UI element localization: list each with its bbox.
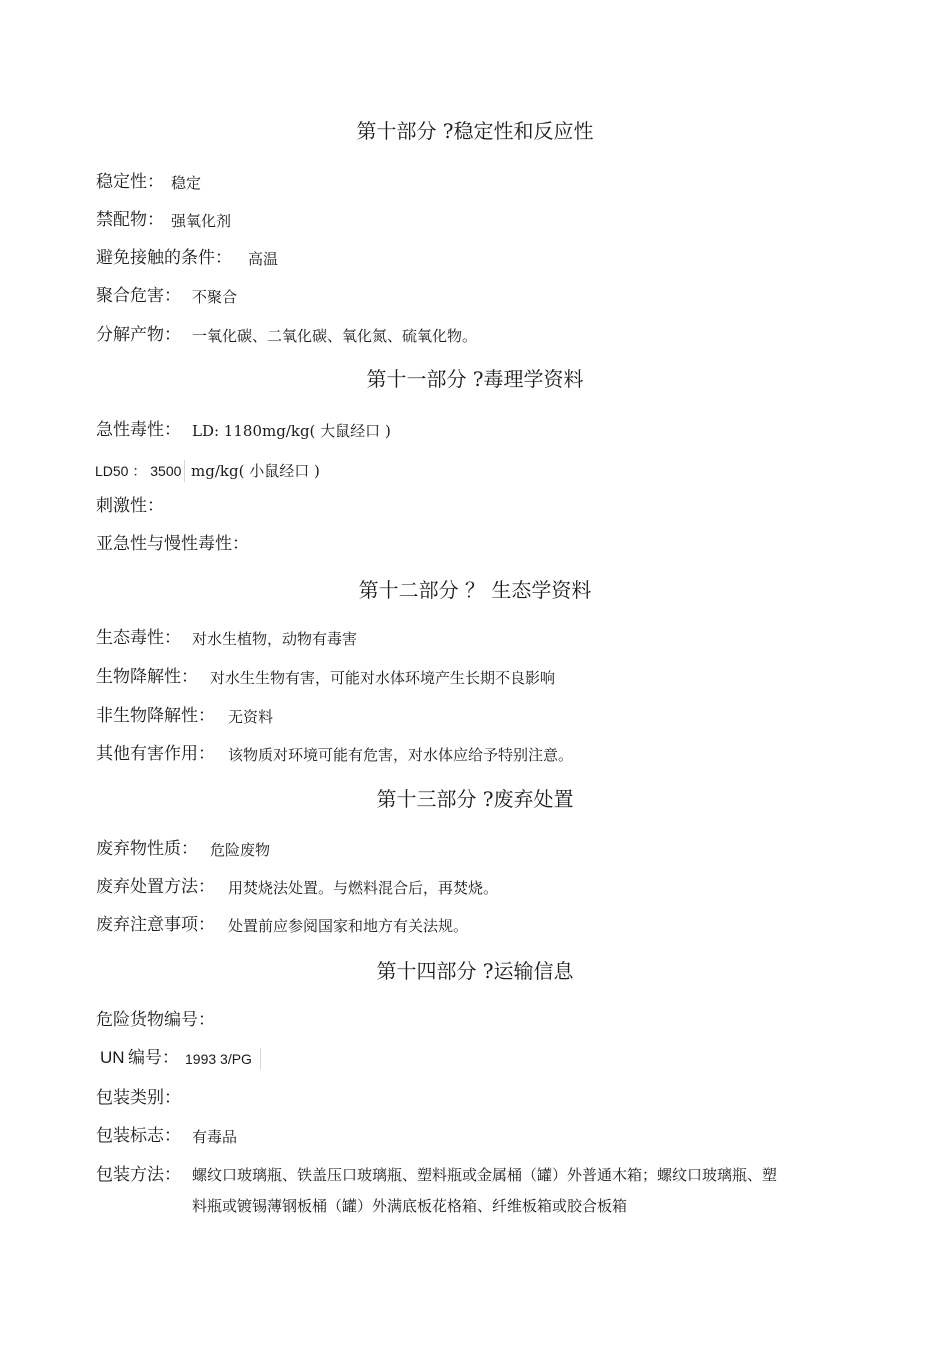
pack-class-label: 包装类别： <box>96 1088 181 1108</box>
ecotox-label: 生态毒性： <box>96 628 181 648</box>
avoid-value: 高温 <box>248 250 279 268</box>
pack-method-value <box>192 1160 777 1222</box>
ecotox-value: 对水生植物，动物有毒害 <box>192 630 358 648</box>
un-no-value: 1993 3/PG <box>185 1048 261 1070</box>
acute-value: LD: 1180mg/kg( 大鼠经口 ) <box>192 422 391 440</box>
section-12-title: 第十二部分 ？ 生态学资料 <box>358 578 592 602</box>
waste-nature-value: 危险废物 <box>210 841 271 859</box>
nonbiodeg-value: 无资料 <box>228 708 274 726</box>
decomp-label: 分解产物： <box>96 325 181 345</box>
subacute-label: 亚急性与慢性毒性： <box>96 534 249 554</box>
section-13-title: 第十三部分 ?废弃处置 <box>376 787 574 811</box>
irritation-label: 刺激性： <box>96 496 164 516</box>
pack-mark-value: 有毒品 <box>192 1128 238 1146</box>
section-14-title: 第十四部分 ?运输信息 <box>376 959 574 983</box>
pack-method-line-1: 螺纹口玻璃瓶、铁盖压口玻璃瓶、塑料瓶或金属桶（罐）外普通木箱；螺纹口玻璃瓶、塑 <box>192 1166 778 1184</box>
avoid-label: 避免接触的条件： <box>96 248 232 268</box>
pack-mark-label: 包装标志： <box>96 1126 181 1146</box>
waste-notes-value: 处置前应参阅国家和地方有关法规。 <box>228 917 469 935</box>
waste-method-value: 用焚烧法处置。与燃料混合后，再焚烧。 <box>228 879 499 897</box>
incompatible-label: 禁配物： <box>96 210 164 230</box>
polymer-label: 聚合危害： <box>96 286 181 306</box>
polymer-value: 不聚合 <box>192 288 238 306</box>
pack-method-label: 包装方法： <box>96 1165 181 1185</box>
biodeg-label: 生物降解性： <box>96 667 198 687</box>
section-10-title: 第十部分 ?稳定性和反应性 <box>356 119 594 143</box>
nonbiodeg-label: 非生物降解性： <box>96 706 215 726</box>
section-11-title: 第十一部分 ?毒理学资料 <box>366 367 584 391</box>
incompatible-value: 强氧化剂 <box>171 212 232 230</box>
pack-method-line-2: 料瓶或镀锡薄钢板桶（罐）外满底板花格箱、纤维板箱或胶合板箱 <box>192 1197 628 1215</box>
dg-no-label: 危险货物编号： <box>96 1010 215 1030</box>
other-harm-label: 其他有害作用： <box>96 744 215 764</box>
ld50-rest: mg/kg( 小鼠经口 ) <box>191 462 320 480</box>
acute-label: 急性毒性： <box>96 420 181 440</box>
stability-value: 稳定 <box>171 174 202 192</box>
waste-nature-label: 废弃物性质： <box>96 839 198 859</box>
stability-label: 稳定性： <box>96 172 164 192</box>
biodeg-value: 对水生生物有害，可能对水体环境产生长期不良影响 <box>210 669 556 687</box>
waste-method-label: 废弃处置方法： <box>96 877 215 897</box>
other-harm-value: 该物质对环境可能有危害，对水体应给予特别注意。 <box>228 746 574 764</box>
un-no-label: 编号： <box>128 1048 179 1068</box>
ld50-prefix: LD50 ： 3500 <box>95 460 185 482</box>
un-no-label-prefix: UN <box>100 1048 125 1067</box>
waste-notes-label: 废弃注意事项： <box>96 915 215 935</box>
decomp-value: 一氧化碳、二氧化碳、氧化氮、硫氧化物。 <box>192 327 478 345</box>
